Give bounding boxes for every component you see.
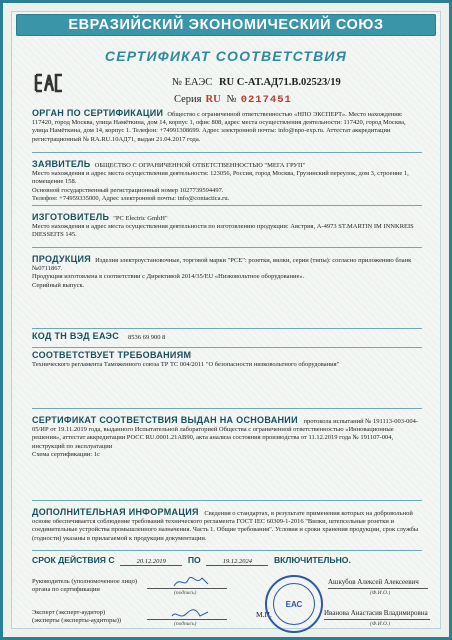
head-signature-icon [172, 574, 212, 590]
product-section [32, 255, 422, 290]
seal-stamp-text: ЕАС [285, 599, 303, 609]
certificate-title: СЕРТИФИКАТ СООТВЕТСТВИЯ [104, 48, 348, 64]
expert-name: Иванова Анастасия Владимировна [324, 609, 428, 617]
product-text: Изделия электроустановочные, торговой марки "PCE": розетки, вилки, серии (типы): согласно приложению бланк №0711867. [32, 257, 412, 273]
seal-stamp-inner [273, 583, 315, 625]
series-label: Серия [174, 94, 202, 105]
expert-name-line [324, 619, 430, 620]
applicant-ogrn: Основной государственный регистрационный номер 1027739594497. [32, 186, 224, 194]
applicant-contacts: Телефон: +74959335000, Адрес электронной почты: info@contactica.ru. [32, 194, 230, 202]
cert-number-label: № ЕАЭС [172, 77, 213, 88]
divider [32, 347, 422, 348]
manufacturer-address: Место нахождения и адрес места осуществления деятельности по изготовлению продукции: Австрия, А-4973 ST.MARTIN IM INNKREIS DIESSEITS 145. [32, 223, 414, 239]
tnved-value: 8536 69 900 8 [127, 334, 166, 341]
series-line [174, 94, 292, 106]
product-directive: Продукция изготовлена в соответствии с Директивой 2014/35/EU «Низковольтное оборудование». [32, 273, 305, 281]
certificate-frame [11, 11, 441, 629]
basis-section [32, 416, 422, 459]
series-code: RU [205, 94, 221, 105]
divider [32, 500, 422, 501]
divider [32, 247, 422, 248]
expert-label: Эксперт (эксперт-аудитор) [32, 609, 106, 616]
additional-section [32, 508, 422, 543]
basis-label: СЕРТИФИКАТ СООТВЕТСТВИЯ ВЫДАН НА ОСНОВАНИИ [32, 415, 298, 425]
manufacturer-label: ИЗГОТОВИТЕЛЬ [32, 212, 110, 222]
additional-text: Сведения о стандартах, в результате применения которых на добровольной основе обеспечивается соблюдение требований технического регламента ГОСТ IEC 60309-1-2016 "Вилки, штепсельные розетки и соединительные устройства промышленного назначения. Часть 1. Общие требования". Условия и сроки хранения продукции, срок службы (годности) указаны в прилагаемой к продукции документации. [32, 510, 419, 542]
requirements-text: Технического регламента Таможенного союза ТР ТС 004/2011 "О безопасности низковольтного оборудования" [32, 361, 340, 369]
divider [32, 205, 422, 206]
organ-text: Общество с ограниченной ответственностью «НПО ЭКСПЕРТ». Место нахождения: 117420, город Москва, улица Намёткина, дом 14, корпус 1, офис 808, адрес места осуществления деятельности: 117420, город Москва, улица Намёткина, дом 14, корпус 1. Телефон: +74991308699. Адрес электронной почты: info@npo-exp.ru. Аттестат аккредитации регистрационный № RA.RU.10АД71, выдан 21.04.2017 года. [32, 111, 406, 143]
validity-to-label: ПО [187, 555, 201, 565]
divider [32, 550, 422, 551]
cert-number-value: RU С-AT.АД71.В.02523/19 [218, 77, 341, 88]
tnved-label: КОД ТН ВЭД ЕАЭС [32, 331, 120, 341]
applicant-label: ЗАЯВИТЕЛЬ [32, 159, 91, 169]
divider [32, 152, 422, 153]
requirements-label: СООТВЕТСТВУЕТ ТРЕБОВАНИЯМ [32, 350, 192, 360]
head-signature-label: Руководитель (уполномоченное лицо) органа по сертификации [32, 578, 138, 593]
applicant-address: Место нахождения и адрес места осуществления деятельности: 123056, Россия, город Москва, Грузинский переулок, дом 3, строение 1, помещение 158. [32, 170, 409, 186]
validity-from: 20.12.2019 [120, 558, 182, 566]
organ-label: ОРГАН ПО СЕРТИФИКАЦИИ [32, 108, 164, 118]
series-number: 0217451 [240, 94, 292, 106]
divider [32, 408, 422, 409]
head-name-line [328, 588, 428, 589]
tnved-section [32, 332, 422, 342]
certificate-number [172, 77, 341, 88]
additional-label: ДОПОЛНИТЕЛЬНАЯ ИНФОРМАЦИЯ [32, 507, 199, 517]
validity-line [32, 555, 422, 566]
expert-name-sub: (Ф.И.О.) [370, 621, 391, 627]
applicant-section [32, 160, 422, 203]
validity-suffix: ВКЛЮЧИТЕЛЬНО. [273, 555, 351, 565]
head-name-sub: (Ф.И.О.) [370, 590, 391, 596]
basis-scheme: Схема сертификации: 1с [32, 450, 100, 458]
expert-signature-label [32, 609, 142, 624]
seal-stamp [265, 575, 323, 633]
expert-signature-icon [170, 606, 210, 622]
series-number-label: № [226, 94, 237, 105]
expert-label-2: (эксперты (эксперты-аудиторы)) [32, 616, 122, 624]
head-signature-sub: (подпись) [174, 590, 197, 596]
applicant-name: ОБЩЕСТВО С ОГРАНИЧЕННОЙ ОТВЕТСТВЕННОСТЬЮ "МЕГА ГРУП" [94, 162, 306, 169]
eac-logo-icon [34, 72, 64, 94]
validity-label: СРОК ДЕЙСТВИЯ С [32, 555, 115, 565]
head-name: Ашкубов Алексей Алексеевич [328, 578, 419, 586]
requirements-section [32, 351, 422, 369]
union-banner: ЕВРАЗИЙСКИЙ ЭКОНОМИЧЕСКИЙ СОЮЗ [16, 14, 436, 36]
basis-text: протокола испытаний № 191113-003-004-05/ИР от 19.11.2019 года, выданного Испытательной лабораторией Общества с ограниченной ответственностью «Инновационные решения», аттестат аккредитации РОСС RU.0001.21АВ90, акта анализа состояния производства от 11.12.2019 года № 191107-004, инструкций по эксплуатации [32, 418, 419, 450]
product-batch: Серийный выпуск. [32, 281, 85, 289]
manufacturer-section [32, 213, 422, 240]
divider [32, 328, 422, 329]
validity-to: 19.12.2024 [206, 558, 268, 566]
product-label: ПРОДУКЦИЯ [32, 254, 92, 264]
organ-section [32, 109, 422, 144]
manufacturer-name: "PC Electric GmbH" [113, 215, 168, 222]
expert-signature-sub: (подпись) [174, 621, 197, 627]
stamp-place-label: М.П. [256, 610, 272, 619]
